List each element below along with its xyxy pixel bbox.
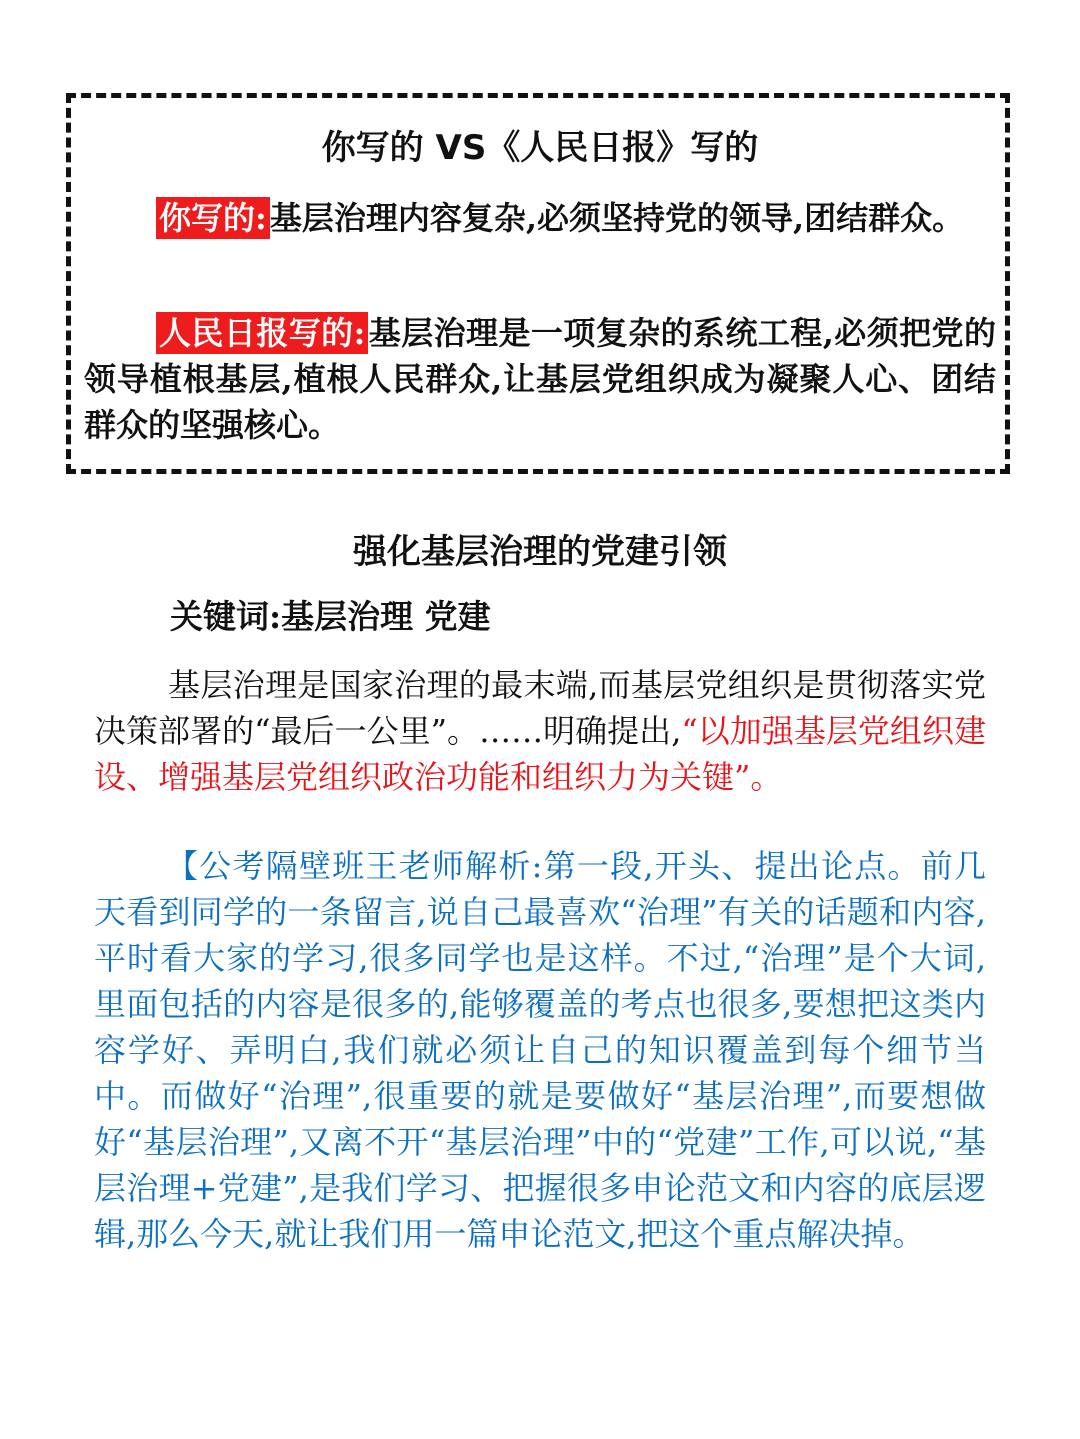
intro-paragraph [94,662,986,800]
intro-text: 基层治理是国家治理的最末端,而基层党组织是贯彻落实党决策部署的“最后一公里”。……明确提出, [94,666,986,750]
rmrb-version-text: 基层治理是一项复杂的系统工程,必须把党的领导植根基层,植根人民群众,让基层党组织成为凝聚人心、团结群众的坚强核心。 [84,314,996,444]
highlighted-quote: “以加强基层党组织建设、增强基层党组织政治功能和组织力为关键”。 [94,712,986,796]
analysis-paragraph: 【公考隔壁班王老师解析:第一段,开头、提出论点。前几天看到同学的一条留言,说自己最喜欢“治理”有关的话题和内容,平时看大家的学习,很多同学也是这样。不过,“治理”是个大词,里面包括的内容是很多的,能够覆盖的考点也很多,要想把这类内容学好、弄明白,我们就必须让自己的知识覆盖到每个细节当中。而做好“治理”,很重要的就是要做好“基层治理”,而要想做好“基层治理”,又离不开“基层治理”中的“党建”工作,可以说,“基层治理+党建”,是我们学习、把握很多申论范文和内容的底层逻辑,那么今天,就让我们用一篇申论范文,把这个重点解决掉。 [94,847,986,1253]
your-version-paragraph [84,195,996,241]
your-version-text: 基层治理内容复杂,必须坚持党的领导,团结群众。 [269,199,965,237]
rmrb-version-label: 人民日报写的: [156,312,368,354]
rmrb-version-paragraph [84,310,996,448]
essay-title: 强化基层治理的党建引领 [353,532,727,572]
your-version-label: 你写的: [156,197,270,239]
keywords-line: 关键词:基层治理 党建 [170,597,491,636]
comparison-title: 你写的 VS《人民日报》写的 [321,128,759,168]
